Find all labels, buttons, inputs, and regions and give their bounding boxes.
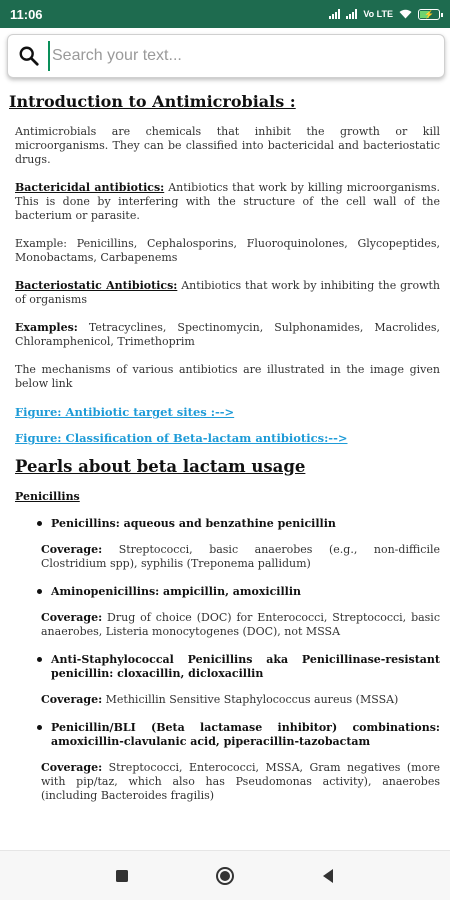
- system-nav-bar: [0, 850, 450, 900]
- bacteriostatic-text: Antibiotics that work by inhibiting the growth of organisms: [15, 279, 440, 306]
- search-bar[interactable]: [7, 34, 445, 78]
- mechanisms-paragraph: The mechanisms of various antibiotics are illustrated in the image given below link: [15, 363, 440, 390]
- circle-icon: [215, 866, 235, 886]
- examples-label: Examples:: [15, 321, 78, 334]
- coverage-text: [41, 543, 440, 571]
- beta-lactam-classification-link[interactable]: Figure: Classification of Beta-lactam antibiotics:-->: [15, 431, 348, 445]
- status-bar: [0, 0, 450, 28]
- square-icon: [115, 869, 129, 883]
- coverage-value: Drug of choice (DOC) for Enterococci, Streptococci, basic anaerobes, Listeria monocytogenes (DOC), not MSSA: [41, 611, 440, 638]
- triangle-back-icon: [321, 868, 335, 884]
- status-icons: [329, 9, 440, 20]
- coverage-value: Streptococci, basic anaerobes (e.g., non-difficile Clostridium spp), syphilis (Treponema pallidum): [41, 543, 440, 570]
- intro-paragraph: Antimicrobials are chemicals that inhibit the growth or kill microorganisms. They can be classified into bactericidal and bacteriostatic drugs.: [15, 125, 440, 166]
- coverage-label: Coverage:: [41, 761, 103, 774]
- wifi-icon: [399, 9, 412, 19]
- penicillin-list: [15, 517, 440, 803]
- bactericidal-examples: Example: Penicillins, Cephalosporins, Fluoroquinolones, Glycopeptides, Monobactams, Carbapenems: [15, 237, 440, 264]
- list-item: Anti-Staphylococcal Penicillins aka Penicillinase-resistant penicillin: cloxacillin, dicloxacillin: [37, 653, 440, 681]
- bactericidal-paragraph: [15, 181, 440, 223]
- search-input[interactable]: [48, 41, 428, 71]
- coverage-label: Coverage:: [41, 611, 103, 624]
- coverage-text: [41, 611, 440, 639]
- bactericidal-label: Bactericidal antibiotics:: [15, 181, 165, 194]
- pearls-heading: Pearls about beta lactam usage: [15, 457, 306, 476]
- coverage-value: Streptococci, Enterococci, MSSA, Gram negatives (more with pip/taz, which also has Pseudomonas activity), anaerobes (including Bacteroides fragilis): [41, 761, 440, 802]
- volte-label: Vo LTE: [363, 9, 393, 19]
- bactericidal-text: Antibiotics that work by killing microorganisms. This is done by interfering with the structure of the cell wall of the bacterium or parasite.: [15, 181, 440, 222]
- penicillins-subheading: Penicillins: [15, 490, 80, 503]
- back-button[interactable]: [313, 861, 343, 891]
- search-icon: [18, 45, 40, 67]
- list-item: Aminopenicillins: ampicillin, amoxicillin: [37, 585, 440, 599]
- page-title: Introduction to Antimicrobials :: [9, 92, 296, 111]
- coverage-label: Coverage:: [41, 693, 103, 706]
- recents-button[interactable]: [107, 861, 137, 891]
- bacteriostatic-paragraph: [15, 279, 440, 307]
- article-content[interactable]: [0, 86, 450, 850]
- battery-icon: [418, 9, 440, 20]
- list-item: Penicillins: aqueous and benzathine penicillin: [37, 517, 440, 531]
- status-time: 11:06: [10, 6, 43, 22]
- bacteriostatic-label: Bacteriostatic Antibiotics:: [15, 279, 178, 292]
- antibiotic-target-sites-link[interactable]: Figure: Antibiotic target sites :-->: [15, 405, 235, 419]
- charging-icon: ⚡: [424, 9, 434, 19]
- bacteriostatic-examples: [15, 321, 440, 349]
- coverage-label: Coverage:: [41, 543, 103, 556]
- examples-text: Tetracyclines, Spectinomycin, Sulphonamides, Macrolides, Chloramphenicol, Trimethoprim: [15, 321, 440, 348]
- signal-icon: [329, 9, 340, 19]
- coverage-value: Methicillin Sensitive Staphylococcus aureus (MSSA): [102, 693, 399, 706]
- home-button[interactable]: [210, 861, 240, 891]
- list-item: Penicillin/BLI (Beta lactamase inhibitor) combinations: amoxicillin-clavulanic acid, piperacillin-tazobactam: [37, 721, 440, 749]
- coverage-text: [41, 693, 440, 707]
- coverage-text: [41, 761, 440, 803]
- signal-icon: [346, 9, 357, 19]
